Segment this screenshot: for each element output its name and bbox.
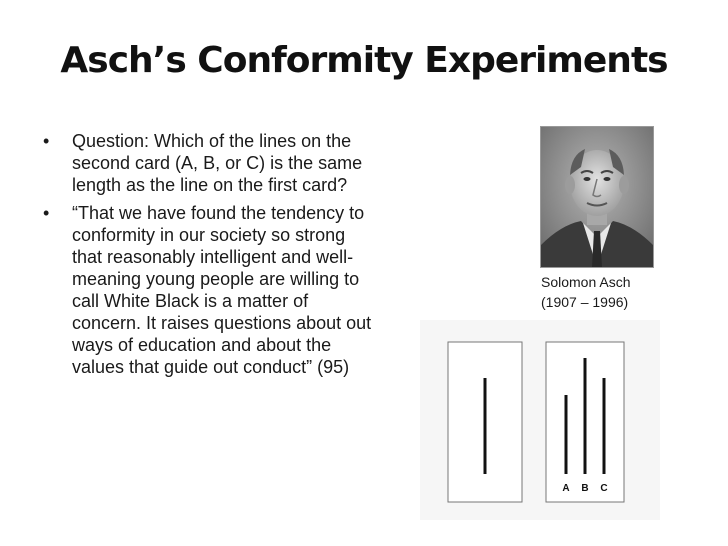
portrait-photo: [540, 126, 654, 268]
bullet-list: [40, 130, 380, 384]
comparison-card: [546, 342, 624, 502]
bullet-quote: [40, 202, 380, 378]
portrait-caption: [541, 272, 691, 312]
label-b: B: [581, 483, 589, 494]
portrait-name: Solomon Asch: [541, 274, 631, 290]
bullet-text: Question: Which of the lines on the second card (A, B, or C) is the same length as the line on the first card?: [72, 131, 363, 195]
label-c: C: [600, 483, 608, 494]
bullet-question: [40, 130, 380, 196]
portrait-illustration: [541, 127, 653, 267]
asch-cards-figure: [420, 320, 660, 520]
bullet-text: “That we have found the tendency to conformity in our society so strong that reasonably intelligent and well-meaning young people are willing to call White Black is a matter of concern. It raises questions about out ways of education and about the values that guide out conduct” (95): [72, 203, 372, 377]
portrait-dates: (1907 – 1996): [541, 294, 629, 310]
asch-cards-illustration: [420, 320, 660, 520]
bullet-icon: •: [43, 131, 50, 151]
reference-card: [448, 342, 522, 502]
label-a: A: [562, 483, 570, 494]
slide-title: Asch’s Conformity Experiments: [60, 40, 668, 81]
bullet-icon: •: [43, 203, 50, 223]
